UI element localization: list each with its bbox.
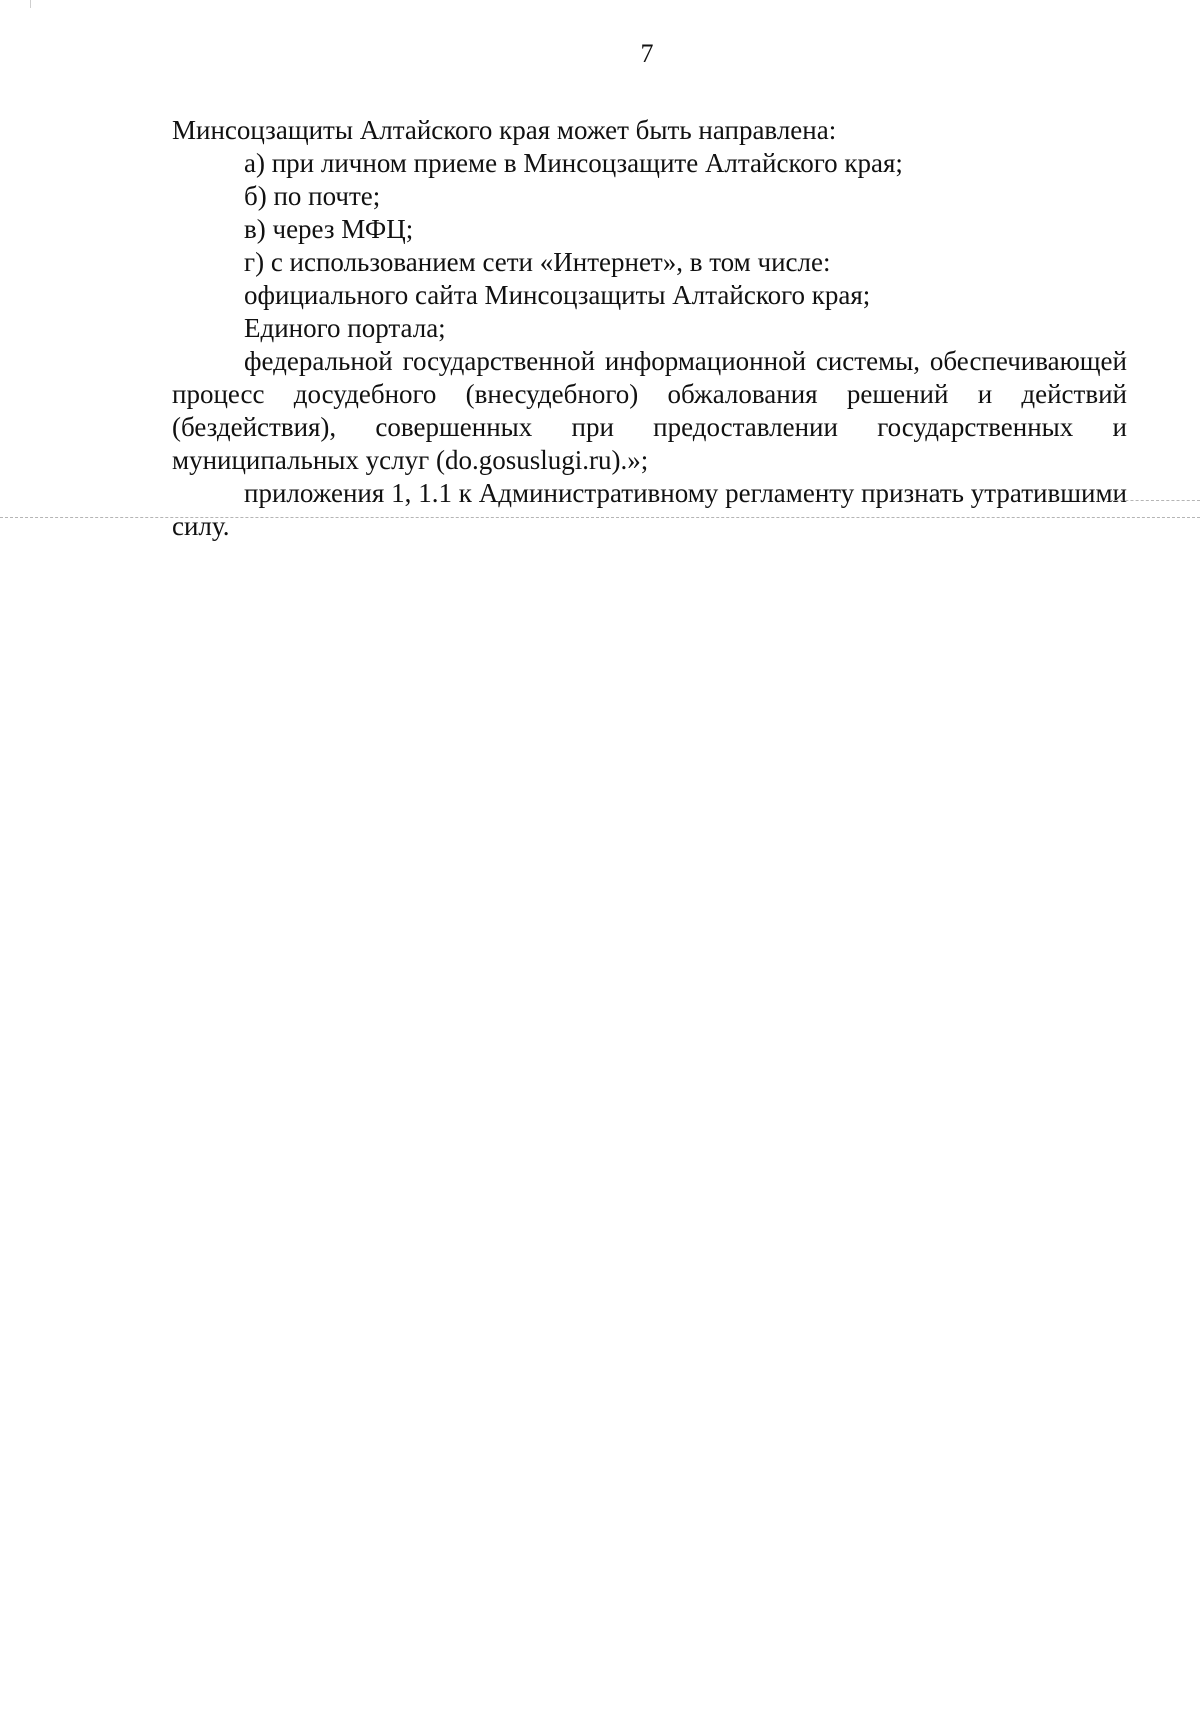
list-item-b: б) по почте; — [244, 181, 381, 211]
sub-item-federal-system: федеральной государственной информационной системы, обеспечивающей процесс досудебного (внесудебного) обжалования решений и действий (бездействия), совершенных при предоставлении государственных и муниципальных услуг (do.gosuslugi.ru).»; — [172, 346, 1127, 475]
scan-fold-line — [0, 517, 1200, 518]
list-item-g: г) с использованием сети «Интернет», в том числе: — [244, 247, 831, 277]
list-item-v: в) через МФЦ; — [244, 214, 414, 244]
text-line-continuation: Минсоцзащиты Алтайского края может быть направлена: — [172, 115, 837, 145]
document-body — [172, 114, 1127, 543]
list-item-a: а) при личном приеме в Минсоцзащите Алтайского края; — [244, 148, 903, 178]
paragraph-appendix-void: приложения 1, 1.1 к Административному регламенту признать утратившими силу. — [172, 478, 1127, 541]
sub-item-single-portal: Единого портала; — [244, 313, 446, 343]
page-number: 7 — [640, 39, 654, 68]
scan-corner-mark — [30, 0, 31, 8]
sub-item-official-site: официального сайта Минсоцзащиты Алтайского края; — [244, 280, 871, 310]
scan-fold-line-right — [1110, 500, 1200, 501]
